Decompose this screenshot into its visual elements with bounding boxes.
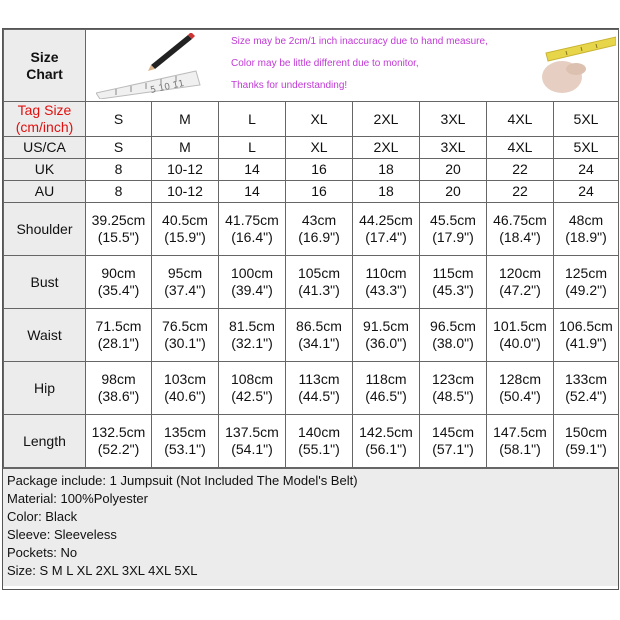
measurement-row: [4, 203, 619, 256]
region-size-cell: 24: [554, 181, 619, 203]
measurement-cell: [353, 309, 420, 362]
measurement-cell: [286, 256, 353, 309]
tag-size-cell: M: [152, 102, 219, 137]
measurement-cell: [286, 415, 353, 468]
measurement-row: [4, 415, 619, 468]
measurement-inch: (49.2"): [565, 282, 607, 298]
measurement-inch: (38.0"): [432, 335, 474, 351]
tag-size-label: [4, 102, 86, 137]
measurement-cell: [353, 256, 420, 309]
region-size-cell: 18: [353, 181, 420, 203]
measurement-cm: 90cm: [101, 265, 136, 281]
tag-size-cell: S: [86, 102, 152, 137]
measurement-inch: (41.9"): [565, 335, 607, 351]
measurement-cm: 142.5cm: [359, 424, 413, 440]
measurement-cm: 147.5cm: [493, 424, 547, 440]
measurement-label: Length: [4, 415, 86, 468]
region-size-cell: 10-12: [152, 181, 219, 203]
info-color: Color: Black: [7, 509, 78, 524]
measurement-cell: [420, 415, 487, 468]
info-material: Material: 100%Polyester: [7, 491, 148, 506]
measurement-cell: [554, 362, 619, 415]
measurement-cell: [286, 203, 353, 256]
region-size-cell: 18: [353, 159, 420, 181]
measurement-cell: [420, 203, 487, 256]
measurement-cell: [353, 362, 420, 415]
measurement-inch: (53.1"): [164, 441, 206, 457]
measurement-inch: (47.2"): [499, 282, 541, 298]
measurement-cell: [554, 415, 619, 468]
measurement-inch: (52.4"): [565, 388, 607, 404]
measurement-inch: (18.9"): [565, 229, 607, 245]
measurement-row: [4, 309, 619, 362]
measurement-inch: (40.0"): [499, 335, 541, 351]
chart-title: [4, 30, 86, 102]
measurement-cell: [219, 203, 286, 256]
measurement-cell: [487, 362, 554, 415]
measurement-inch: (55.1"): [298, 441, 340, 457]
measurement-cm: 98cm: [101, 371, 136, 387]
measurement-cell: [420, 362, 487, 415]
info-pockets: Pockets: No: [7, 545, 78, 560]
measurement-cell: [152, 256, 219, 309]
measurement-cm: 150cm: [564, 424, 608, 440]
measurement-cm: 132.5cm: [91, 424, 146, 440]
region-size-cell: 4XL: [487, 137, 554, 159]
measurement-inch: (30.1"): [164, 335, 206, 351]
measurement-cm: 120cm: [498, 265, 542, 281]
measurement-row: [4, 362, 619, 415]
measurement-cm: 133cm: [564, 371, 608, 387]
measurement-inch: (28.1"): [97, 335, 140, 351]
region-size-cell: 14: [219, 181, 286, 203]
region-size-cell: 5XL: [554, 137, 619, 159]
measuring-tape-hand-icon: [536, 33, 616, 99]
measurement-cell: [353, 415, 420, 468]
info-sleeve: Sleeve: Sleeveless: [7, 527, 117, 542]
measurement-cell: [286, 309, 353, 362]
measurement-inch: (42.5"): [231, 388, 273, 404]
measurement-cell: [152, 309, 219, 362]
measurement-inch: (56.1"): [365, 441, 407, 457]
region-row: [4, 159, 619, 181]
measurement-inch: (57.1"): [432, 441, 474, 457]
measurement-inch: (52.2"): [97, 441, 140, 457]
region-size-cell: 24: [554, 159, 619, 181]
measurement-label: Hip: [4, 362, 86, 415]
tag-size-cell: 5XL: [554, 102, 619, 137]
measurement-cm: 43cm: [301, 212, 337, 228]
region-label: UK: [4, 159, 86, 181]
region-size-cell: 8: [86, 159, 152, 181]
tag-size-label-line2: (cm/inch): [15, 119, 74, 135]
measurement-inch: (17.9"): [432, 229, 474, 245]
measurement-cell: [86, 256, 152, 309]
measurement-cm: 110cm: [365, 265, 407, 281]
measurement-inch: (34.1"): [298, 335, 340, 351]
measurement-label: Shoulder: [4, 203, 86, 256]
measurement-cell: [353, 203, 420, 256]
measurement-cm: 100cm: [230, 265, 274, 281]
info-size: Size: S M L XL 2XL 3XL 4XL 5XL: [7, 563, 198, 578]
measurement-cm: 128cm: [498, 371, 542, 387]
measurement-cell: [554, 309, 619, 362]
note-line-2: Color may be little different due to monitor,: [231, 57, 419, 69]
measurement-inch: (16.4"): [231, 229, 273, 245]
measurement-inch: (46.5"): [365, 388, 407, 404]
chart-title-line2: Chart: [26, 65, 63, 82]
measurement-cell: [219, 256, 286, 309]
region-size-cell: 16: [286, 159, 353, 181]
measurement-cell: [420, 309, 487, 362]
measurement-cm: 96.5cm: [430, 318, 476, 334]
measurement-cm: 125cm: [564, 265, 608, 281]
measurement-inch: (15.5"): [97, 229, 140, 245]
size-table: [3, 29, 619, 468]
measurement-inch: (38.6"): [97, 388, 140, 404]
region-size-cell: S: [86, 137, 152, 159]
measurement-cm: 108cm: [230, 371, 274, 387]
measurement-label: Bust: [4, 256, 86, 309]
measurement-cell: [86, 309, 152, 362]
measurement-cm: 118cm: [365, 371, 407, 387]
measurement-inch: (17.4"): [365, 229, 407, 245]
measurement-inch: (48.5"): [432, 388, 474, 404]
region-size-cell: XL: [286, 137, 353, 159]
measurement-cm: 39.25cm: [91, 212, 146, 228]
measurement-inch: (32.1"): [231, 335, 273, 351]
measurement-inch: (40.6"): [164, 388, 206, 404]
measurement-inch: (43.3"): [365, 282, 407, 298]
measurement-cm: 113cm: [298, 371, 340, 387]
measurement-inch: (39.4"): [231, 282, 273, 298]
region-size-cell: 8: [86, 181, 152, 203]
measurement-cell: [219, 362, 286, 415]
measurement-cm: 46.75cm: [493, 212, 547, 228]
note-line-3: Thanks for understanding!: [231, 79, 348, 91]
measurement-inch: (58.1"): [499, 441, 541, 457]
measurement-cm: 140cm: [297, 424, 341, 440]
region-size-cell: 16: [286, 181, 353, 203]
measurement-inch: (45.3"): [432, 282, 474, 298]
measurement-inch: (16.9"): [298, 229, 340, 245]
measurement-cm: 40.5cm: [162, 212, 208, 228]
measurement-cell: [219, 415, 286, 468]
measurement-cell: [152, 362, 219, 415]
region-size-cell: 22: [487, 181, 554, 203]
tag-size-cell: 2XL: [353, 102, 420, 137]
measurement-inch: (37.4"): [164, 282, 206, 298]
pencil-ruler-icon: [96, 33, 206, 99]
measurement-cm: 115cm: [432, 265, 474, 281]
ruler-numbers: 5 10 11: [149, 78, 186, 96]
measurement-inch: (50.4"): [499, 388, 541, 404]
measurement-cell: [219, 309, 286, 362]
region-size-cell: 20: [420, 159, 487, 181]
measurement-cell: [86, 362, 152, 415]
region-row: [4, 137, 619, 159]
measurement-cm: 137.5cm: [225, 424, 279, 440]
measurement-cell: [554, 203, 619, 256]
region-size-cell: 20: [420, 181, 487, 203]
measurement-cm: 123cm: [431, 371, 475, 387]
measurement-cm: 105cm: [297, 265, 341, 281]
region-label: US/CA: [4, 137, 86, 159]
tag-size-label-line1: Tag Size: [17, 102, 72, 118]
measurement-cell: [487, 309, 554, 362]
measurement-cm: 41.75cm: [225, 212, 279, 228]
measurement-cm: 91.5cm: [363, 318, 409, 334]
region-size-cell: 14: [219, 159, 286, 181]
tag-size-cell: 3XL: [420, 102, 487, 137]
measurement-cm: 95cm: [167, 265, 203, 281]
measurement-cell: [286, 362, 353, 415]
size-chart: [2, 28, 619, 590]
measurement-cm: 86.5cm: [296, 318, 342, 334]
note-line-1: Size may be 2cm/1 inch inaccuracy due to hand measure,: [231, 35, 488, 47]
measurement-cm: 44.25cm: [359, 212, 413, 228]
region-row: [4, 181, 619, 203]
region-label: AU: [4, 181, 86, 203]
measurement-cm: 101.5cm: [493, 318, 547, 334]
measurement-inch: (41.3"): [298, 282, 340, 298]
measurement-label: Waist: [4, 309, 86, 362]
product-info: [3, 468, 618, 586]
measurement-cell: [86, 415, 152, 468]
measurement-cm: 81.5cm: [229, 318, 275, 334]
measurement-cm: 48cm: [568, 212, 604, 228]
measurement-cm: 135cm: [163, 424, 207, 440]
notice-banner: [86, 30, 619, 102]
region-size-cell: 3XL: [420, 137, 487, 159]
measurement-cell: [152, 203, 219, 256]
measurement-cm: 106.5cm: [559, 318, 613, 334]
measurement-cell: [487, 256, 554, 309]
tag-size-cell: XL: [286, 102, 353, 137]
tag-size-cell: L: [219, 102, 286, 137]
region-size-cell: 2XL: [353, 137, 420, 159]
measurement-cell: [86, 203, 152, 256]
info-package: Package include: 1 Jumpsuit (Not Included The Model's Belt): [7, 473, 358, 488]
measurement-cm: 45.5cm: [430, 212, 476, 228]
tag-size-cell: 4XL: [487, 102, 554, 137]
measurement-inch: (44.5"): [298, 388, 340, 404]
measurement-cm: 76.5cm: [162, 318, 208, 334]
measurement-cell: [420, 256, 487, 309]
measurement-inch: (36.0"): [365, 335, 407, 351]
region-size-cell: L: [219, 137, 286, 159]
region-size-cell: 10-12: [152, 159, 219, 181]
chart-title-line1: Size: [30, 48, 59, 65]
measurement-inch: (35.4"): [97, 282, 140, 298]
measurement-row: [4, 256, 619, 309]
measurement-cell: [152, 415, 219, 468]
measurement-cell: [487, 415, 554, 468]
measurement-inch: (54.1"): [231, 441, 273, 457]
measurement-cell: [554, 256, 619, 309]
measurement-inch: (15.9"): [164, 229, 206, 245]
region-size-cell: 22: [487, 159, 554, 181]
measurement-inch: (18.4"): [499, 229, 541, 245]
region-size-cell: M: [152, 137, 219, 159]
measurement-cm: 145cm: [431, 424, 475, 440]
measurement-cm: 71.5cm: [95, 318, 142, 334]
measurement-inch: (59.1"): [565, 441, 607, 457]
measurement-cell: [487, 203, 554, 256]
measurement-cm: 103cm: [163, 371, 207, 387]
